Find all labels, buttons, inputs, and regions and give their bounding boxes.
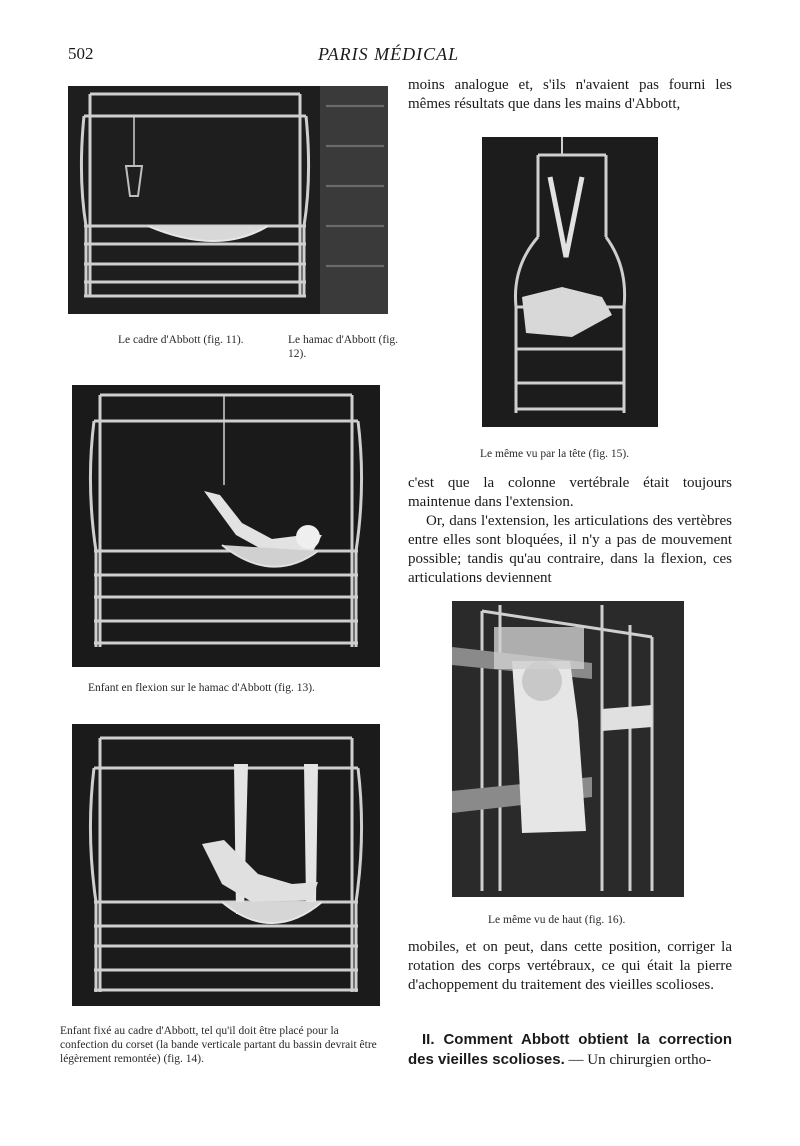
fig15-caption: Le même vu par la tête (fig. 15).: [480, 448, 630, 460]
running-title: PARIS MÉDICAL: [318, 44, 460, 64]
fig16-caption: Le même vu de haut (fig. 16).: [488, 914, 626, 926]
paragraph-middle-2: Or, dans l'extension, les articulations des vertèbres entre elles sont bloquées, il n'y a pas de mouvement possible; tandis qu'au contraire, dans la flexion, ces articulations deviennent: [408, 513, 732, 586]
page-number: 502: [68, 44, 94, 63]
fig13-caption: Enfant en flexion sur le hamac d'Abbott (fig. 13).: [88, 682, 315, 694]
paragraph-bottom-text: mobiles, et on peut, dans cette position, corriger la rotation des corps vertébraux, ce qui était la pierre d'achoppement du traitement des vieilles scolioses.: [408, 939, 732, 993]
paragraph-top: [408, 76, 732, 114]
fig11-caption: Le cadre d'Abbott (fig. 11).: [118, 334, 244, 346]
section-heading-title: II. Comment Abbott obtient la correction des vieilles scolioses.: [408, 1031, 732, 1068]
paragraph-bottom: [408, 938, 732, 995]
figure-14-photo: [72, 724, 380, 1006]
section-heading: [408, 1030, 732, 1070]
figure-11-12-photo: [68, 86, 388, 314]
fig12-caption: Le hamac d'Abbott (fig. 12).: [288, 334, 399, 360]
paragraph-middle: [408, 474, 732, 588]
figure-16-photo: [452, 601, 684, 897]
section-heading-start: — Un chirurgien ortho-: [564, 1052, 712, 1068]
figure-13-photo: [72, 385, 380, 667]
paragraph-middle-1: c'est que la colonne vertébrale était toujours maintenue dans l'extension.: [408, 475, 732, 510]
fig14-caption: Enfant fixé au cadre d'Abbott, tel qu'il doit être placé pour la confection du corset (la bande verticale partant du bassin devrait être légèrement remontée) (fig. 14).: [60, 1025, 377, 1065]
paragraph-top-text: moins analogue et, s'ils n'avaient pas fourni les mêmes résultats que dans les mains d'Abbott,: [408, 77, 732, 112]
figure-15-photo: [482, 137, 658, 427]
